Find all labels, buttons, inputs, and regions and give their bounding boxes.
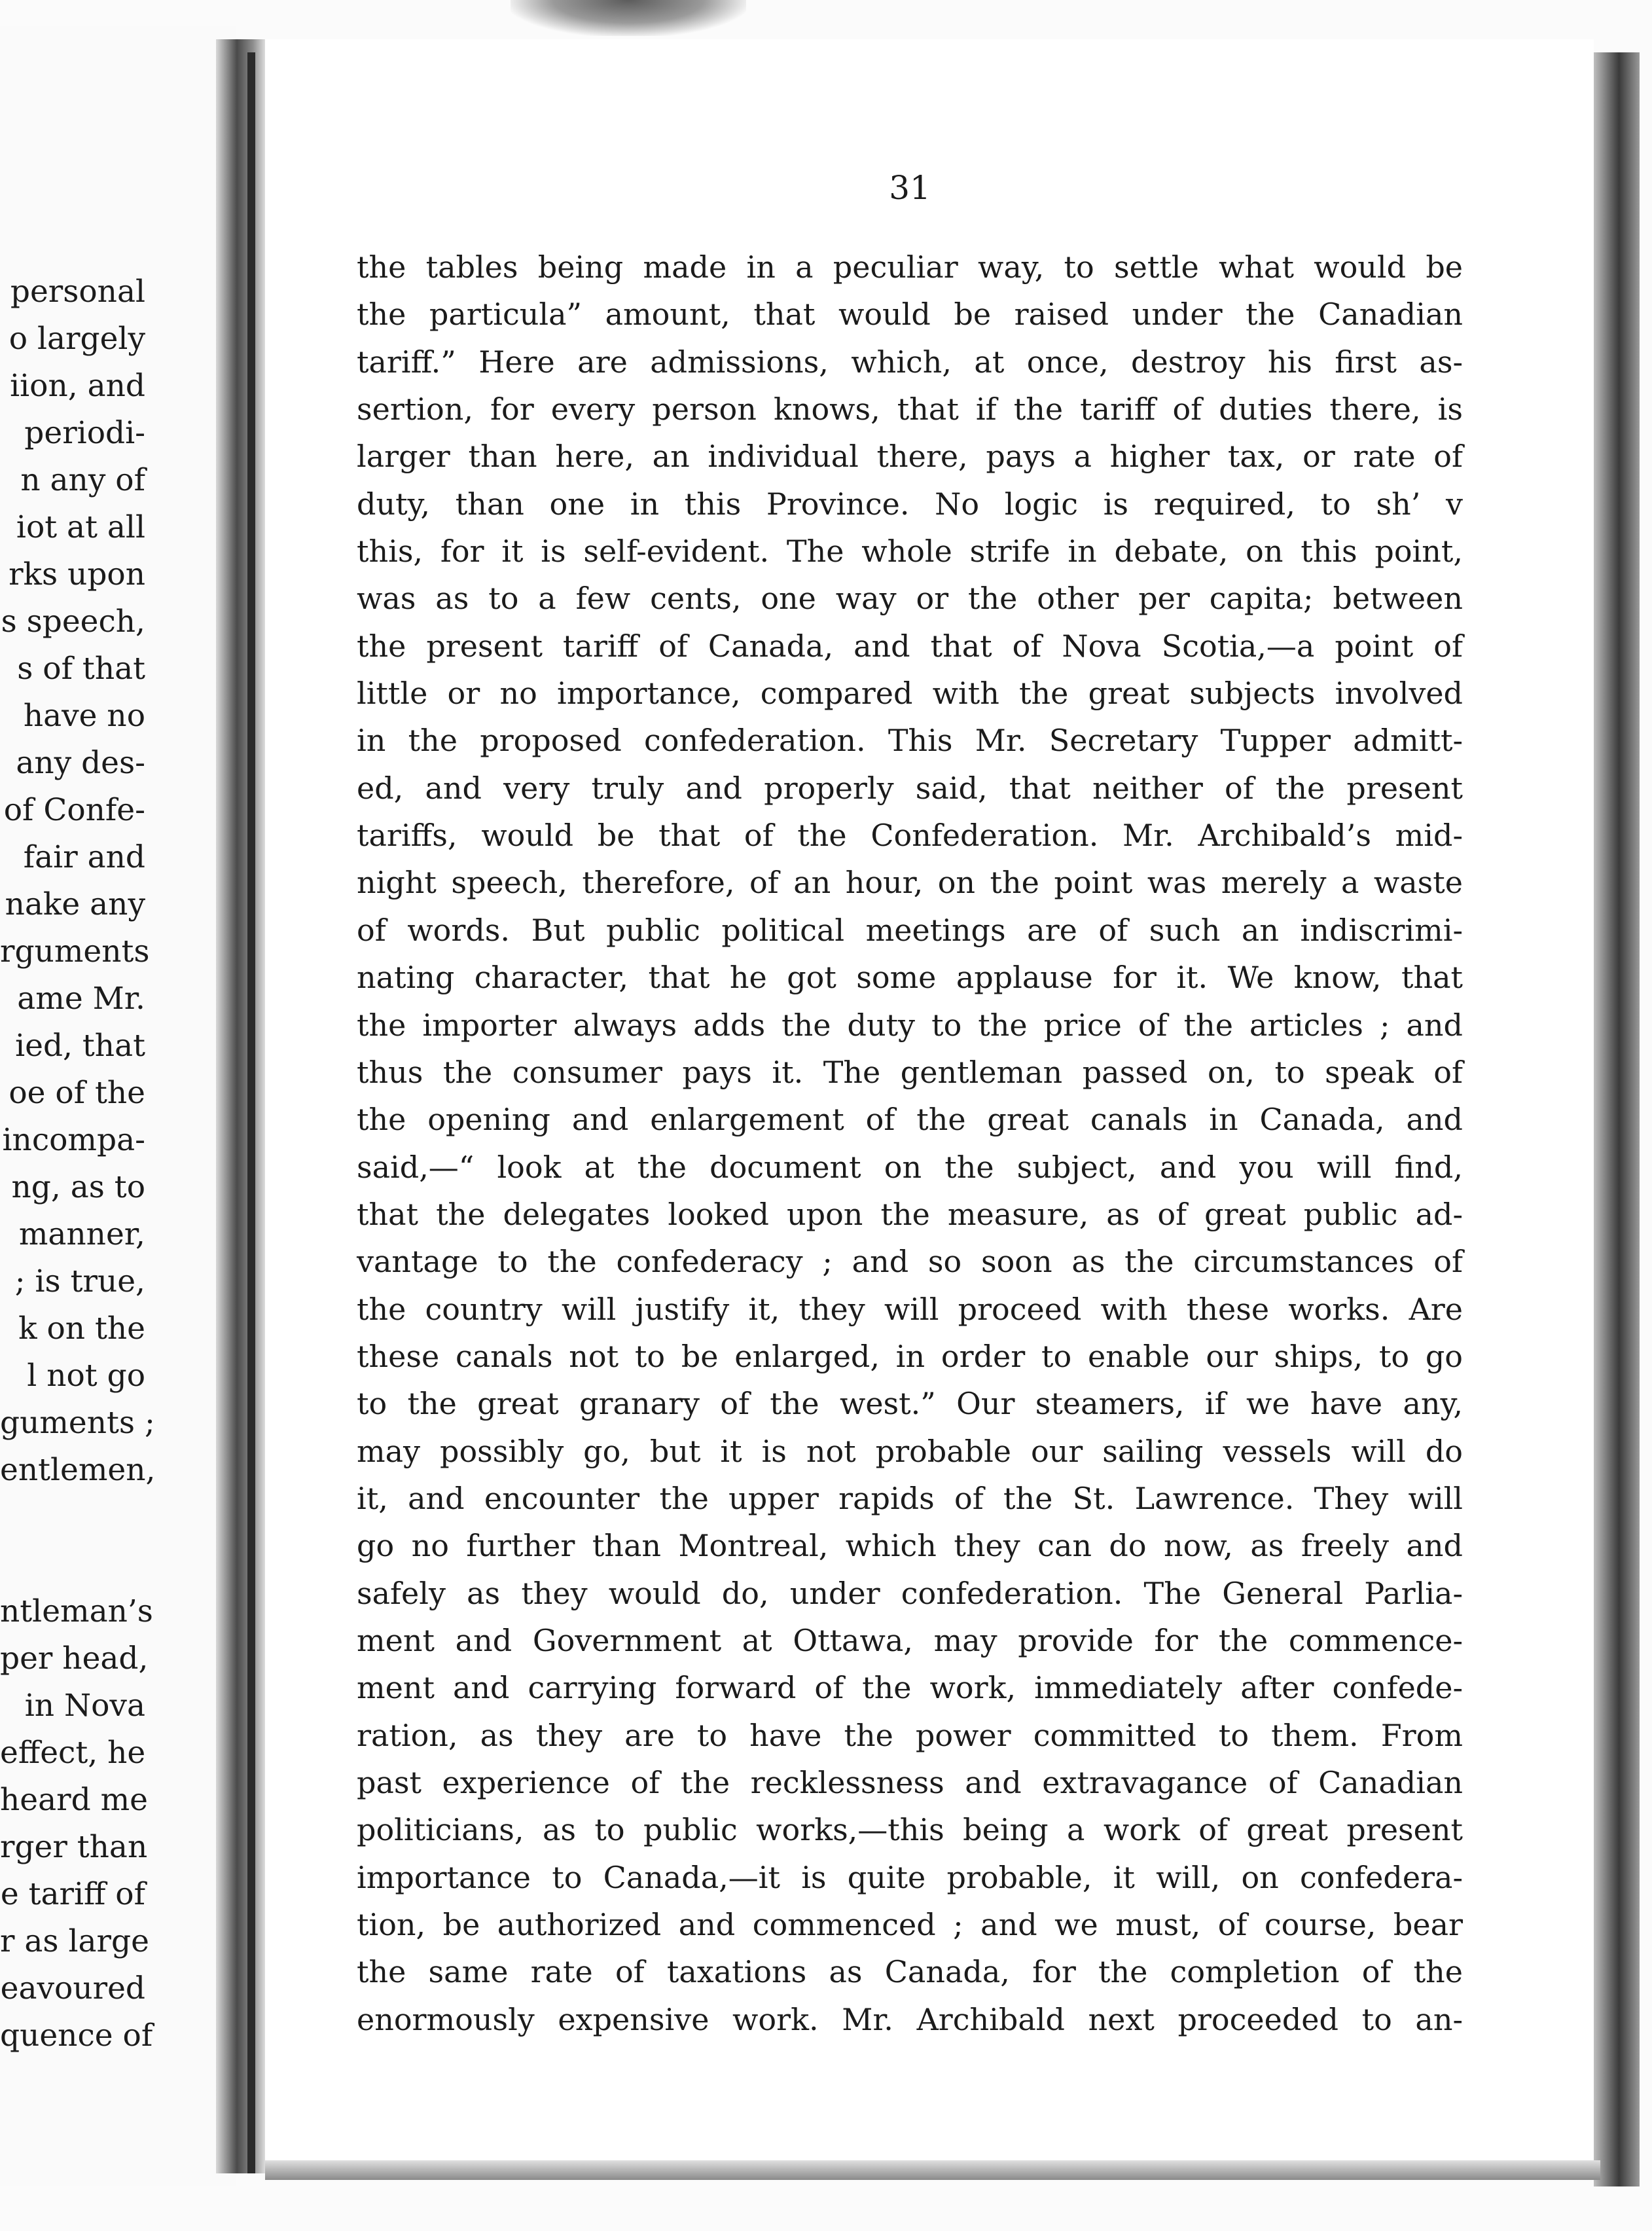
facing-line: iot at all bbox=[16, 509, 145, 545]
facing-line: in Nova bbox=[24, 1688, 145, 1724]
text-line: importance to Canada,—it is quite probable, it will, on confedera- bbox=[357, 1859, 1463, 1895]
text-line: tion, be authorized and commenced ; and we must, of course, bear bbox=[357, 1907, 1463, 1943]
facing-line: rks upon bbox=[9, 556, 145, 592]
facing-line: s of that bbox=[17, 651, 145, 687]
text-line: nating character, that he got some applause for it. We know, that bbox=[357, 960, 1463, 996]
facing-line: manner, bbox=[18, 1216, 145, 1252]
gutter-edge bbox=[247, 52, 255, 2173]
text-line: duty, than one in this Province. No logic is required, to sh’ v bbox=[357, 486, 1463, 522]
facing-line: s speech, bbox=[1, 604, 145, 640]
facing-line: entlemen, bbox=[0, 1452, 156, 1488]
text-line: sertion, for every person knows, that if the tariff of duties there, is bbox=[357, 391, 1463, 427]
text-line: tariff.” Here are admissions, which, at once, destroy his first as- bbox=[357, 344, 1463, 380]
text-line: was as to a few cents, one way or the other per capita; between bbox=[357, 581, 1463, 617]
facing-line-blank bbox=[0, 1494, 236, 1541]
facing-line: have no bbox=[23, 698, 145, 734]
facing-line: personal bbox=[10, 274, 145, 310]
facing-line: ; is true, bbox=[14, 1263, 145, 1299]
text-line: safely as they would do, under confederation. The General Parlia- bbox=[357, 1575, 1463, 1611]
text-line: past experience of the recklessness and extravagance of Canadian bbox=[357, 1765, 1463, 1800]
text-line: in the proposed confederation. This Mr. Secretary Tupper admitt- bbox=[357, 723, 1463, 759]
facing-line: fair and bbox=[23, 839, 145, 875]
facing-line: effect, he bbox=[0, 1735, 146, 1771]
facing-line: eavoured bbox=[0, 1970, 145, 2006]
facing-line: oe of the bbox=[9, 1075, 145, 1111]
text-line: to the great granary of the west.” Our steamers, if we have any, bbox=[357, 1386, 1463, 1422]
text-line: little or no importance, compared with the great subjects involved bbox=[357, 676, 1463, 712]
facing-page-text bbox=[0, 268, 236, 2059]
text-line: enormously expensive work. Mr. Archibald next proceeded to an- bbox=[357, 2001, 1463, 2037]
facing-line: rger than bbox=[0, 1829, 148, 1865]
facing-line: per head, bbox=[0, 1641, 149, 1677]
facing-line: rguments bbox=[0, 934, 150, 970]
text-line: ment and carrying forward of the work, immediately after confede- bbox=[357, 1670, 1463, 1706]
text-line: larger than here, an individual there, pays a higher tax, or rate of bbox=[357, 439, 1463, 475]
facing-line: r as large bbox=[0, 1923, 149, 1959]
text-line: of words. But public political meetings are of such an indiscrimi- bbox=[357, 912, 1463, 948]
facing-line: any des- bbox=[16, 745, 145, 781]
text-line: ration, as they are to have the power committed to them. From bbox=[357, 1717, 1463, 1753]
text-line: the present tariff of Canada, and that of Nova Scotia,—a point of bbox=[357, 628, 1463, 664]
facing-line: nake any bbox=[5, 886, 145, 922]
facing-line: ntleman’s bbox=[0, 1593, 153, 1629]
text-line: go no further than Montreal, which they can do now, as freely and bbox=[357, 1528, 1463, 1564]
facing-line: guments ; bbox=[0, 1405, 155, 1441]
text-line: ed, and very truly and properly said, that neither of the present bbox=[357, 770, 1463, 806]
facing-line: of Confe- bbox=[3, 792, 145, 828]
text-line: the opening and enlargement of the great canals in Canada, and bbox=[357, 1102, 1463, 1138]
text-line: this, for it is self-evident. The whole strife in debate, on this point, bbox=[357, 534, 1463, 570]
scan-smudge bbox=[511, 0, 746, 36]
text-line: tariffs, would be that of the Confederation. Mr. Archibald’s mid- bbox=[357, 818, 1463, 854]
page-body-text bbox=[357, 244, 1463, 2043]
text-line: thus the consumer pays it. The gentleman passed on, to speak of bbox=[357, 1054, 1463, 1090]
facing-line: l not go bbox=[27, 1358, 145, 1394]
facing-line: n any of bbox=[20, 462, 145, 498]
facing-line: periodi- bbox=[24, 415, 145, 451]
text-line: may possibly go, but it is not probable our sailing vessels will do bbox=[357, 1433, 1463, 1469]
facing-line: k on the bbox=[18, 1311, 145, 1347]
text-line: it, and encounter the upper rapids of the St. Lawrence. They will bbox=[357, 1480, 1463, 1516]
text-line: night speech, therefore, of an hour, on the point was merely a waste bbox=[357, 865, 1463, 901]
facing-line: ng, as to bbox=[11, 1169, 145, 1205]
text-line: said,—“ look at the document on the subject, and you will find, bbox=[357, 1149, 1463, 1185]
text-line: the country will justify it, they will proceed with these works. Are bbox=[357, 1291, 1463, 1327]
text-line: vantage to the confederacy ; and so soon as the circumstances of bbox=[357, 1244, 1463, 1280]
text-line: the importer always adds the duty to the price of the articles ; and bbox=[357, 1007, 1463, 1043]
facing-line: heard me bbox=[0, 1782, 148, 1818]
facing-line: e tariff of bbox=[0, 1876, 145, 1912]
facing-line: quence of bbox=[0, 2018, 153, 2054]
text-line: that the delegates looked upon the measure, as of great public ad- bbox=[357, 1196, 1463, 1232]
book-gutter bbox=[216, 39, 268, 2173]
text-line: these canals not to be enlarged, in order to enable our ships, to go bbox=[357, 1338, 1463, 1374]
facing-line: ied, that bbox=[15, 1028, 145, 1064]
facing-line: o largely bbox=[9, 321, 145, 357]
page-edge-bottom bbox=[265, 2160, 1600, 2180]
text-line: the same rate of taxations as Canada, for the completion of the bbox=[357, 1954, 1463, 1990]
page-number: 31 bbox=[889, 169, 931, 207]
text-line: the particula” amount, that would be raised under the Canadian bbox=[357, 297, 1463, 333]
facing-line-blank bbox=[0, 1541, 236, 1588]
text-line: the tables being made in a peculiar way, to settle what would be bbox=[357, 249, 1463, 285]
page-edge-right bbox=[1594, 52, 1640, 2186]
facing-line: iion, and bbox=[10, 368, 145, 404]
facing-page bbox=[0, 26, 236, 2186]
text-line: ment and Government at Ottawa, may provide for the commence- bbox=[357, 1622, 1463, 1658]
facing-line: incompa- bbox=[2, 1122, 145, 1158]
facing-line: ame Mr. bbox=[17, 981, 145, 1017]
text-line: politicians, as to public works,—this being a work of great present bbox=[357, 1812, 1463, 1848]
